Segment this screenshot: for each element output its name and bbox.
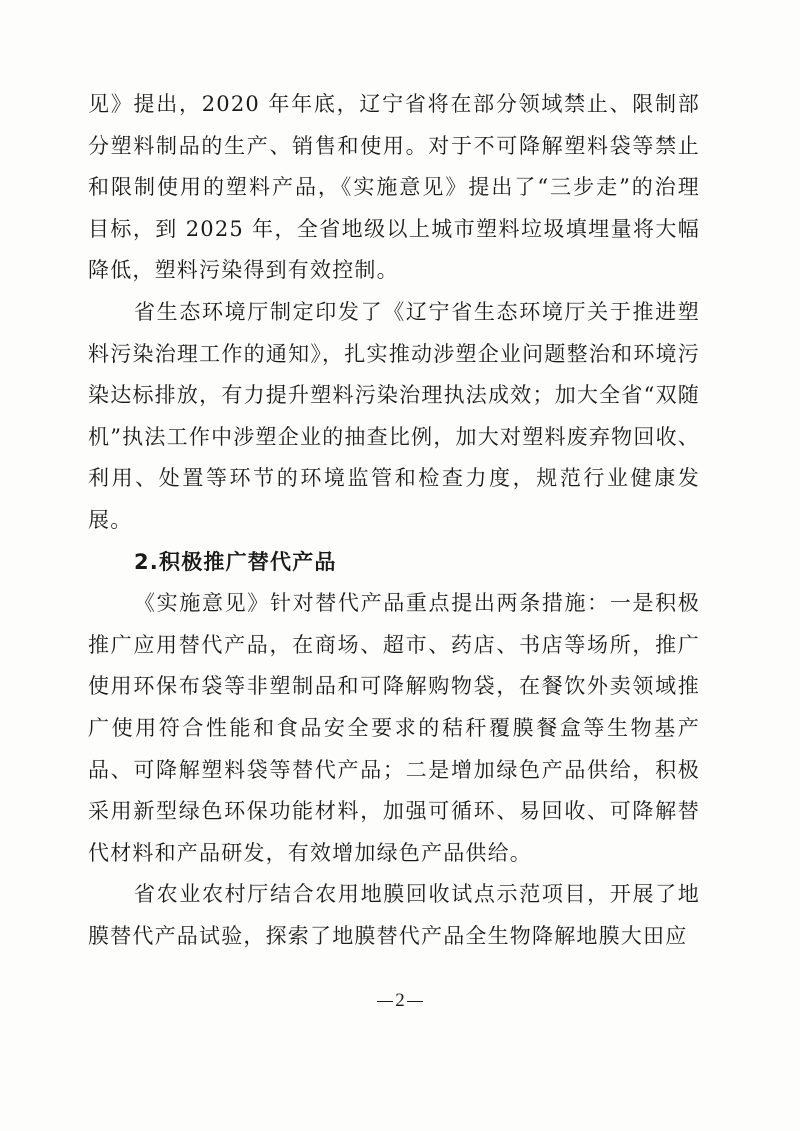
page-number-dash-right	[407, 1001, 423, 1003]
page-number-dash-left	[377, 1001, 393, 1003]
paragraph-substitute-products: 《实施意见》针对替代产品重点提出两条措施：一是积极推广应用替代产品，在商场、超市、药店、书店等场所，推广使用环保布袋等非塑制品和可降解购物袋，在餐饮外卖领域推广使用符合性能和食品安全要求的秸秆覆膜餐盒等生物基产品、可降解塑料袋等替代产品；二是增加绿色产品供给，积极采用新型绿色环保功能材料，加强可循环、易回收、可降解替代材料和产品研发，有效增加绿色产品供给。	[88, 591, 700, 865]
paragraph-continuation: 见》提出，2020 年年底，辽宁省将在部分领域禁止、限制部分塑料制品的生产、销售和使用。对于不可降解塑料袋等禁止和限制使用的塑料产品，《实施意见》提出了“三步走”的治理目标，到 2025 年，全省地级以上城市塑料垃圾填埋量将大幅降低，塑料污染得到有效控制。	[88, 92, 700, 283]
paragraph-agriculture-department: 省农业农村厅结合农用地膜回收试点示范项目，开展了地膜替代产品试验，探索了地膜替代产品全生物降解地膜大田应	[88, 882, 700, 948]
document-body	[88, 84, 700, 957]
section-heading: 2.积极推广替代产品	[134, 549, 337, 574]
page-number: 2	[395, 990, 405, 1011]
paragraph-ecology-department: 省生态环境厅制定印发了《辽宁省生态环境厅关于推进塑料污染治理工作的通知》，扎实推动涉塑企业问题整治和环境污染达标排放，有力提升塑料污染治理执法成效；加大全省“双随机”执法工作中涉塑企业的抽查比例，加大对塑料废弃物回收、利用、处置等环节的环境监管和检查力度，规范行业健康发展。	[88, 299, 700, 532]
page-number-footer	[0, 990, 800, 1012]
